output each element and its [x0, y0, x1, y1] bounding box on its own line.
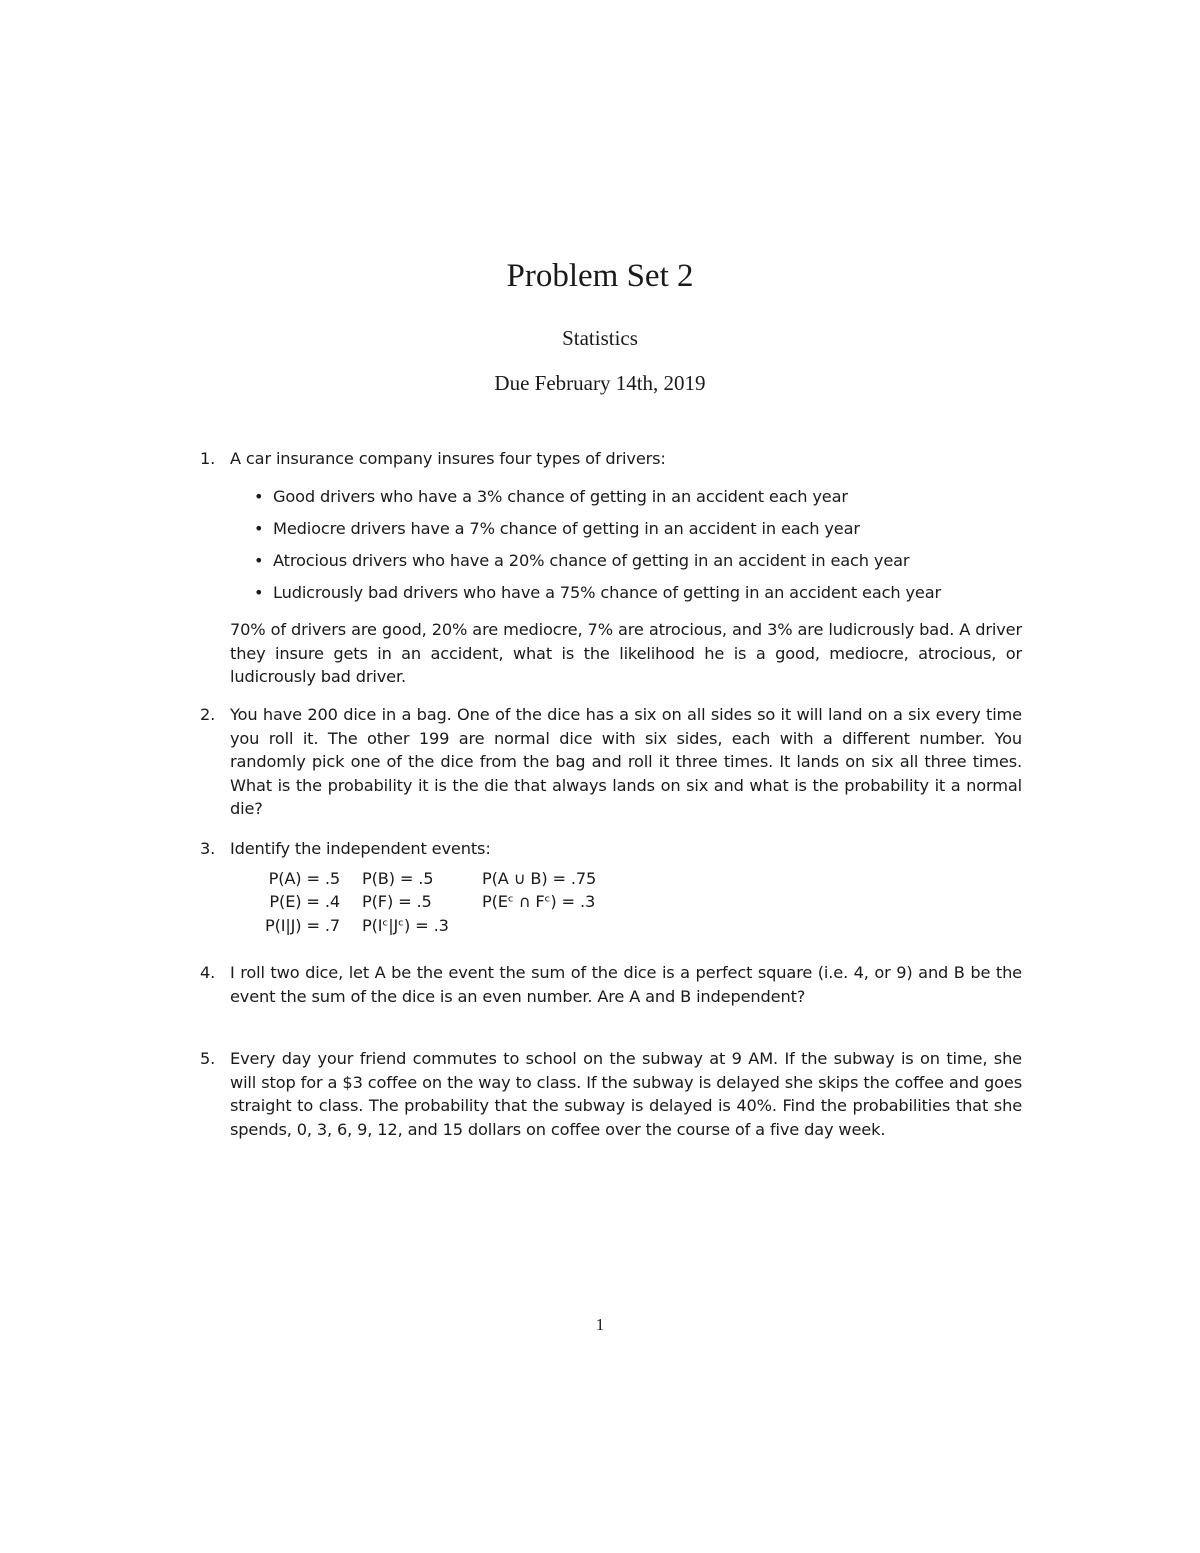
math-cell: P(B) = .5 — [362, 868, 434, 888]
problem-number: 1. — [200, 449, 216, 468]
problem-number: 4. — [200, 963, 216, 982]
problem-3 — [200, 837, 1022, 937]
problem-intro: A car insurance company insures four types of drivers: — [230, 449, 666, 468]
list-item: • Ludicrously bad drivers who have a 75% chance of getting in an accident each year — [230, 581, 1022, 605]
math-cell: P(A) = .5 — [268, 868, 340, 888]
probability-table — [230, 867, 1022, 938]
problem-text: You have 200 dice in a bag. One of the dice has a six on all sides so it will land on a six every time you roll it. The other 199 are normal dice with six sides, each with a different number. You randomly pick one of the dice from the bag and roll it three times. It lands on six all three times. What is the probability it is the die that always lands on six and what is the probability it a normal die? — [230, 705, 1022, 819]
problem-number: 5. — [200, 1049, 216, 1068]
problem-1 — [200, 447, 1022, 689]
problem-5 — [200, 1047, 1022, 1141]
problem-body — [230, 1047, 1022, 1141]
bullet-icon: • — [254, 582, 264, 602]
list-item: • Mediocre drivers have a 7% chance of getting in an accident in each year — [230, 517, 1022, 541]
problem-body — [230, 961, 1022, 1008]
page-title: Problem Set 2 — [506, 258, 694, 294]
math-cell: P(Eᶜ ∩ Fᶜ) = .3 — [482, 892, 596, 912]
problem-intro: Identify the independent events: — [230, 839, 491, 858]
bullet-icon: • — [254, 486, 264, 506]
problem-text: Every day your friend commutes to school on the subway at 9 AM. If the subway is on time, she will stop for a $3 coffee on the way to class. If the subway is delayed she skips the coffee and goes straight to class. The probability that the subway is delayed is 40%. Find the probabilities that she spends, 0, 3, 6, 9, 12, and 15 dollars on coffee over the course of a five day week. — [230, 1049, 1022, 1139]
math-cell: P(I|J) = .7 — [264, 915, 340, 935]
math-cell: P(E) = .4 — [269, 892, 340, 912]
math-cell: P(Iᶜ|Jᶜ) = .3 — [362, 915, 449, 935]
math-cell: P(A ∪ B) = .75 — [482, 868, 597, 888]
page-number: 1 — [595, 1315, 605, 1334]
problem-number: 2. — [200, 705, 216, 724]
driver-type-list — [230, 485, 1022, 605]
bullet-icon: • — [254, 550, 264, 570]
math-cell: P(F) = .5 — [362, 892, 432, 912]
math-cell — [482, 914, 702, 938]
list-item: • Atrocious drivers who have a 20% chance of getting in an accident in each year — [230, 549, 1022, 573]
problem-2 — [200, 703, 1022, 821]
page-subtitle: Statistics — [562, 326, 638, 350]
problem-text: I roll two dice, let A be the event the sum of the dice is a perfect square (i.e. 4, or 9) and B be the event the sum of the dice is an even number. Are A and B independent? — [230, 963, 1022, 1006]
due-date: Due February 14th, 2019 — [494, 371, 706, 395]
problem-body — [230, 837, 1022, 937]
list-item: • Good drivers who have a 3% chance of getting in an accident each year — [230, 485, 1022, 509]
problem-4 — [200, 961, 1022, 1008]
problem-text: 70% of drivers are good, 20% are mediocre, 7% are atrocious, and 3% are ludicrously bad. A driver they insure gets in an accident, what is the likelihood he is a good, mediocre, atrocious, or ludicrously bad driver. — [230, 620, 1022, 687]
bullet-icon: • — [254, 518, 264, 538]
problem-body — [230, 703, 1022, 821]
problem-body — [230, 447, 1022, 689]
problem-number: 3. — [200, 839, 216, 858]
